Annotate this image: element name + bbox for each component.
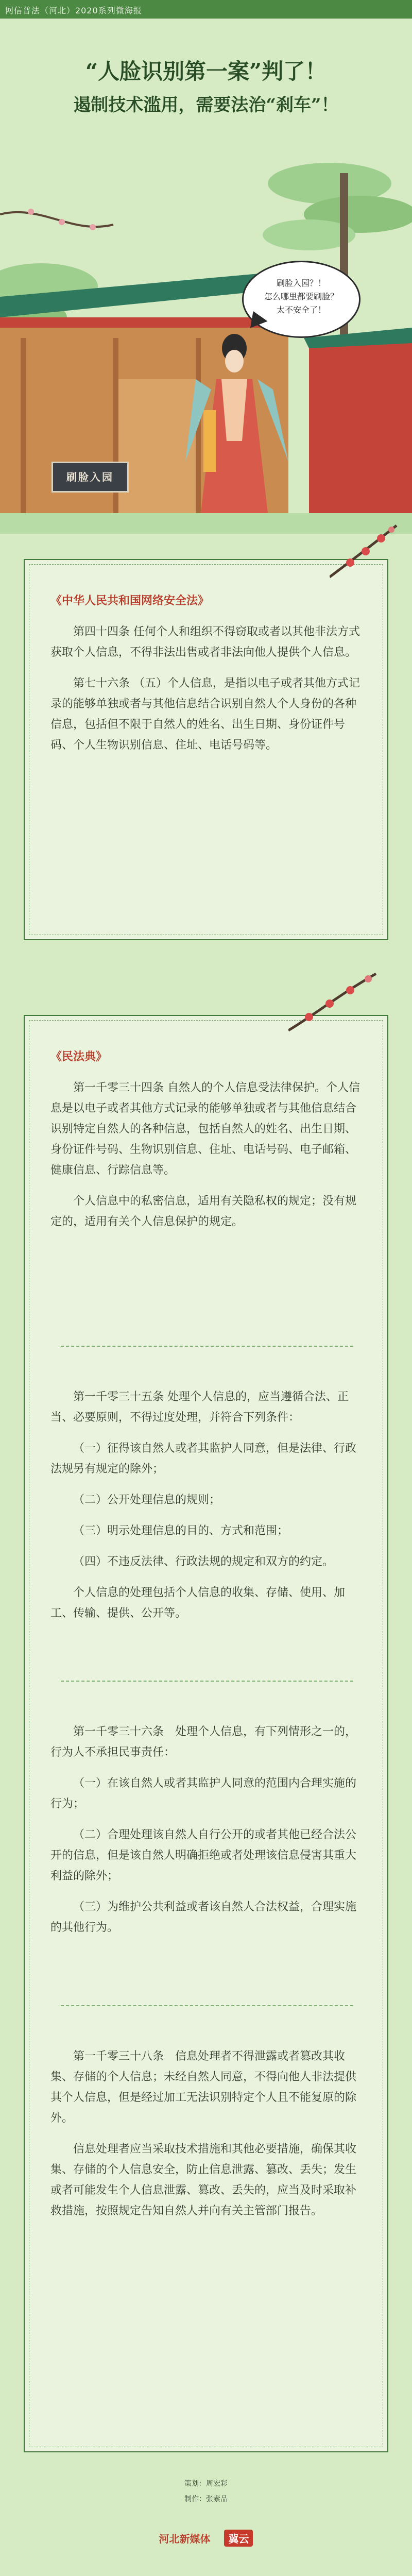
- law-paragraph: 信息处理者应当采取技术措施和其他必要措施，确保其收集、存储的个人信息安全，防止信息泄露、篡改、丢失；发生或者可能发生个人信息泄露、篡改、丢失的，应当及时采取补救措施，按照规定告知自然人并向有关主管部门报告。: [50, 2143, 357, 2217]
- credit-planner: 策划：周宏彩: [184, 2480, 228, 2488]
- logo-row: [0, 2530, 412, 2547]
- section-heading: 《中华人民共和国网络安全法》: [50, 595, 210, 607]
- speech-line: 刷脸入园？！: [276, 278, 326, 288]
- article-1038-text: [50, 2046, 364, 2232]
- section-divider: [61, 2005, 353, 2006]
- blossom-branch-icon: [0, 209, 113, 230]
- law-paragraph: 第一千零三十五条 处理个人信息的，应当遵循合法、正当、必要原则，不得过度处理，并符合下列条件：: [50, 1391, 349, 1424]
- law-paragraph: 第四十四条 任何个人和组织不得窃取或者以其他非法方式获取个人信息，不得非法出售或者非法向他人提供个人信息。: [50, 625, 360, 659]
- article-1035-text: [50, 1387, 364, 1634]
- red-wall-icon: [309, 338, 412, 513]
- law-paragraph: 个人信息中的私密信息，适用有关隐私权的规定；没有规定的，适用有关个人信息保护的规定。: [50, 1195, 357, 1228]
- speech-line: 怎么哪里都要刷脸？: [264, 292, 338, 301]
- credit-producer: 制作：张素品: [184, 2495, 228, 2503]
- law-panel-cybersecurity: [24, 559, 388, 940]
- law-paragraph: （四）不违反法律、行政法规的规定和双方的约定。: [73, 1555, 334, 1568]
- hero-illustration: [0, 19, 412, 534]
- jiyun-logo: 冀云: [224, 2530, 253, 2547]
- law-paragraph: （二）合理处理该自然人自行公开的或者其他已经合法公开的信息，但是该自然人明确拒绝或者处理该信息侵害其重大利益的除外；: [50, 1828, 357, 1883]
- section-divider: [61, 1346, 353, 1347]
- plum-blossom-icon: [288, 963, 381, 1041]
- law-paragraph: 第一千零三十八条 信息处理者不得泄露或者篡改其收集、存储的个人信息；未经自然人同意，不得向他人非法提供其个人信息，但是经过加工无法识别特定个人且不能复原的除外。: [50, 2050, 357, 2125]
- cybersecurity-text: [50, 591, 364, 766]
- top-banner: [0, 0, 412, 19]
- article-1036-text: [50, 1722, 364, 1948]
- section-divider: [61, 1681, 353, 1682]
- law-paragraph: 第七十六条 （五）个人信息，是指以电子或者其他方式记录的能够单独或者与其他信息结合识别自然人个人身份的各种信息，包括但不限于自然人的姓名、出生日期、身份证件号码、个人生物识别信息、住址、电话号码等。: [50, 677, 360, 752]
- law-paragraph: 第一千零三十六条 处理个人信息，有下列情形之一的，行为人不承担民事责任：: [50, 1725, 357, 1759]
- law-paragraph: （一）征得该自然人或者其监护人同意，但是法律、行政法规另有规定的除外；: [50, 1442, 357, 1476]
- poster-subtitle: 遏制技术滥用，需要法治“刹车”！: [73, 95, 339, 115]
- series-label: 网信普法（河北）2020系列微海报: [5, 6, 142, 15]
- law-paragraph: 个人信息的处理包括个人信息的收集、存储、使用、加工、传输、提供、公开等。: [50, 1586, 346, 1620]
- poster-title: “人脸识别第一案”判了！: [85, 59, 327, 84]
- speech-line: 太不安全了！: [276, 305, 326, 315]
- law-paragraph: 第一千零三十四条 自然人的个人信息受法律保护。个人信息是以电子或者其他方式记录的能够单独或者与其他信息结合识别特定自然人的各种信息，包括自然人的姓名、出生日期、身份证件号码、生物识别信息、住址、电话号码、电子邮箱、健康信息、行踪信息等。: [50, 1081, 360, 1177]
- article-1034-text: [50, 1047, 364, 1243]
- law-paragraph: （三）为维护公共利益或者该自然人合法权益，合理实施的其他行为。: [50, 1901, 357, 1934]
- plum-blossom-icon: [330, 515, 402, 587]
- law-paragraph: （三）明示处理信息的目的、方式和范围；: [73, 1524, 289, 1537]
- law-panel-civil-code: [24, 1015, 388, 2452]
- hebei-new-media-logo: 河北新媒体: [159, 2533, 211, 2545]
- law-paragraph: （二）公开处理信息的规则；: [73, 1494, 221, 1506]
- section-heading: 《民法典》: [50, 1050, 108, 1063]
- law-paragraph: （一）在该自然人或者其监护人同意的范围内合理实施的行为；: [50, 1777, 357, 1810]
- signboard: 刷脸入园: [52, 462, 129, 493]
- hero-scene: [0, 19, 412, 534]
